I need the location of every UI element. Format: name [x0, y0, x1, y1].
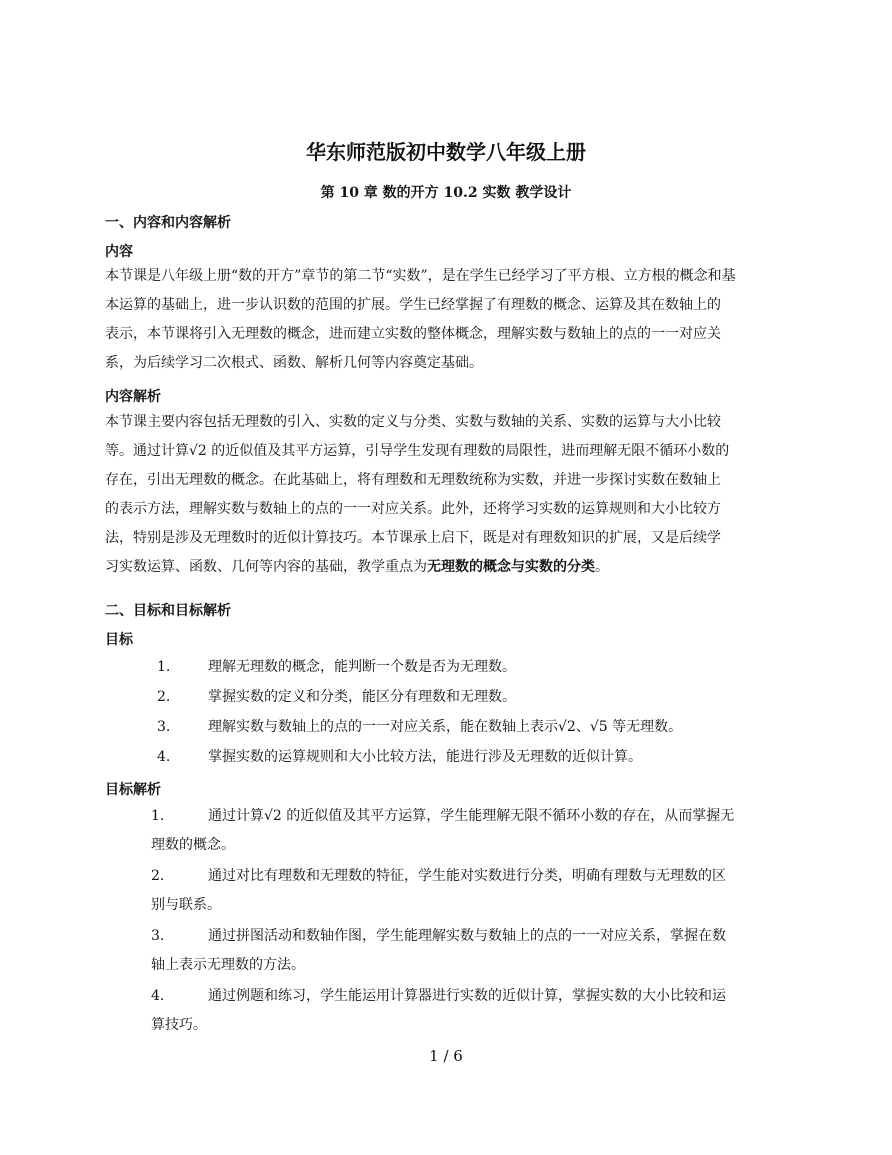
goal-analysis-continuation: 别与联系。 [151, 897, 221, 913]
goal-analysis-label: 目标解析 [105, 782, 161, 798]
analysis-last-prefix: 习实数运算、函数、几何等内容的基础，教学重点为 [105, 559, 427, 575]
analysis-line: 法，特别是涉及无理数时的近似计算技巧。本节课承上启下，既是对有理数知识的扩展，又是后续学 [105, 530, 721, 546]
analysis-line: 等。通过计算√2 的近似值及其平方运算，引导学生发现有理数的局限性，进而理解无限不循环小数的 [105, 443, 730, 459]
content-line: 表示，本节课将引入无理数的概念，进而建立实数的整体概念，理解实数与数轴上的点的一一对应关 [105, 326, 721, 342]
document-subtitle: 第 10 章 数的开方 10.2 实数 教学设计 [320, 185, 572, 201]
goal-analysis-text: 通过拼图活动和数轴作图，学生能理解实数与数轴上的点的一一对应关系，掌握在数 [208, 928, 726, 944]
analysis-last-suffix: 。 [595, 559, 609, 575]
goal-analysis-item [105, 862, 795, 920]
goal-text: 理解无理数的概念，能判断一个数是否为无理数。 [208, 659, 516, 675]
page-number: 1 / 6 [429, 1047, 463, 1065]
analysis-line: 的表示方法，理解实数与数轴上的点的一一对应关系。此外，还将学习实数的运算规则和大小比较方 [105, 501, 721, 517]
goal-analysis-item [105, 922, 795, 980]
goal-analysis-text: 通过例题和练习，学生能运用计算器进行实数的近似计算，掌握实数的大小比较和运 [208, 988, 726, 1004]
goal-text: 理解实数与数轴上的点的一一对应关系，能在数轴上表示√2、√5 等无理数。 [208, 719, 683, 735]
analysis-line: 本节课主要内容包括无理数的引入、实数的定义与分类、实数与数轴的关系、实数的运算与大小比较 [105, 414, 721, 430]
content-analysis-label: 内容解析 [105, 389, 161, 405]
goal-item [105, 683, 795, 712]
goal-item [105, 743, 795, 772]
content-label: 内容 [105, 244, 133, 260]
goal-text: 掌握实数的定义和分类，能区分有理数和无理数。 [208, 689, 516, 705]
goal-item [105, 713, 795, 742]
goal-number: 2. [157, 689, 171, 705]
content-line: 本节课是八年级上册“数的开方”章节的第二节“实数”，是在学生已经学习了平方根、立方根的概念和基 [105, 268, 736, 284]
goal-analysis-number: 2. [151, 868, 165, 884]
goal-analysis-item [105, 982, 795, 1040]
goal-analysis-number: 1. [151, 808, 165, 824]
content-paragraph [105, 262, 795, 378]
goal-item [105, 653, 795, 682]
goal-analysis-continuation: 理数的概念。 [151, 837, 235, 853]
teaching-focus-highlight: 无理数的概念与实数的分类 [427, 559, 595, 575]
content-analysis-paragraph [105, 408, 795, 582]
goal-analysis-text: 通过计算√2 的近似值及其平方运算，学生能理解无限不循环小数的存在，从而掌握无 [208, 808, 735, 824]
section2-heading: 二、目标和目标解析 [105, 603, 231, 619]
goal-number: 1. [157, 659, 171, 675]
goal-analysis-continuation: 算技巧。 [151, 1017, 207, 1033]
goal-analysis-text: 通过对比有理数和无理数的特征，学生能对实数进行分类，明确有理数与无理数的区 [208, 868, 726, 884]
goal-analysis-number: 4. [151, 988, 165, 1004]
document-title: 华东师范版初中数学八年级上册 [306, 140, 586, 164]
goal-number: 3. [157, 719, 171, 735]
content-line: 本运算的基础上，进一步认识数的范围的扩展。学生已经掌握了有理数的概念、运算及其在数轴上的 [105, 297, 721, 313]
goal-analysis-number: 3. [151, 928, 165, 944]
analysis-line-last [105, 553, 795, 582]
content-line: 系，为后续学习二次根式、函数、解析几何等内容奠定基础。 [105, 355, 483, 371]
goal-text: 掌握实数的运算规则和大小比较方法，能进行涉及无理数的近似计算。 [208, 749, 642, 765]
goal-number: 4. [157, 749, 171, 765]
goal-analysis-item [105, 802, 795, 860]
analysis-line: 存在，引出无理数的概念。在此基础上，将有理数和无理数统称为实数，并进一步探讨实数在数轴上 [105, 472, 721, 488]
goals-label: 目标 [105, 632, 133, 648]
goal-analysis-continuation: 轴上表示无理数的方法。 [151, 957, 305, 973]
section1-heading: 一、内容和内容解析 [105, 215, 231, 231]
